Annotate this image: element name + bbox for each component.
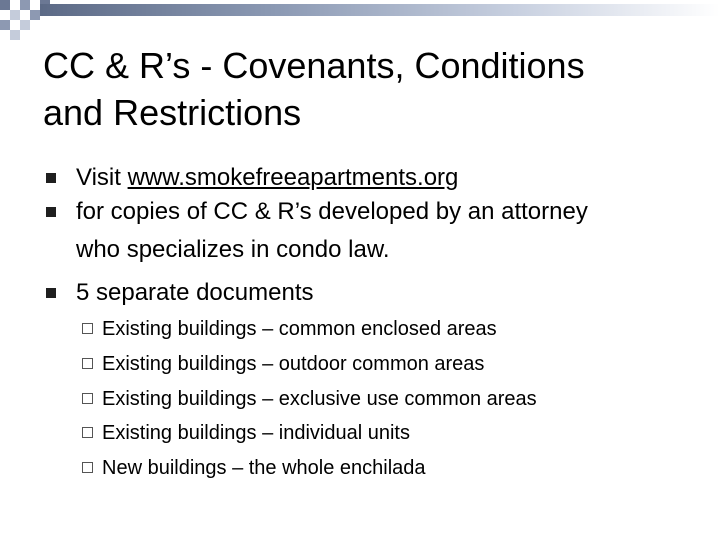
empty-checkbox-icon xyxy=(82,323,93,334)
bullet-text xyxy=(76,163,458,193)
bullet-prefix: Visit xyxy=(76,164,128,191)
empty-checkbox-icon xyxy=(82,393,93,404)
bullet-text: 5 separate documents xyxy=(76,279,314,306)
checker-square xyxy=(20,0,30,10)
header-gradient-bar xyxy=(40,4,720,16)
empty-checkbox-icon xyxy=(82,427,93,438)
checker-square xyxy=(10,30,20,40)
checker-square xyxy=(30,10,40,20)
checker-square xyxy=(20,20,30,30)
bullet-text: for copies of CC & R’s developed by an attorney xyxy=(76,198,588,225)
website-link[interactable]: www.smokefreeapartments.org xyxy=(127,164,459,191)
bullet-text: who specializes in condo law. xyxy=(76,236,390,263)
subitem-text: Existing buildings – outdoor common areas xyxy=(102,353,485,375)
title-line-1: CC & R’s - Covenants, Conditions xyxy=(43,45,585,86)
filled-square-icon xyxy=(46,207,56,217)
filled-square-icon xyxy=(46,288,56,298)
subitem-text: Existing buildings – individual units xyxy=(102,422,410,444)
checker-square xyxy=(0,20,10,30)
filled-square-icon xyxy=(46,173,56,183)
subitem-text: Existing buildings – exclusive use common areas xyxy=(102,388,537,410)
checker-square xyxy=(10,10,20,20)
empty-checkbox-icon xyxy=(82,462,93,473)
subitem-text: Existing buildings – common enclosed areas xyxy=(102,318,497,340)
slide-title xyxy=(43,42,683,136)
subitem-text: New buildings – the whole enchilada xyxy=(102,457,426,479)
checker-square xyxy=(0,0,10,10)
empty-checkbox-icon xyxy=(82,358,93,369)
title-line-2: and Restrictions xyxy=(43,92,302,133)
